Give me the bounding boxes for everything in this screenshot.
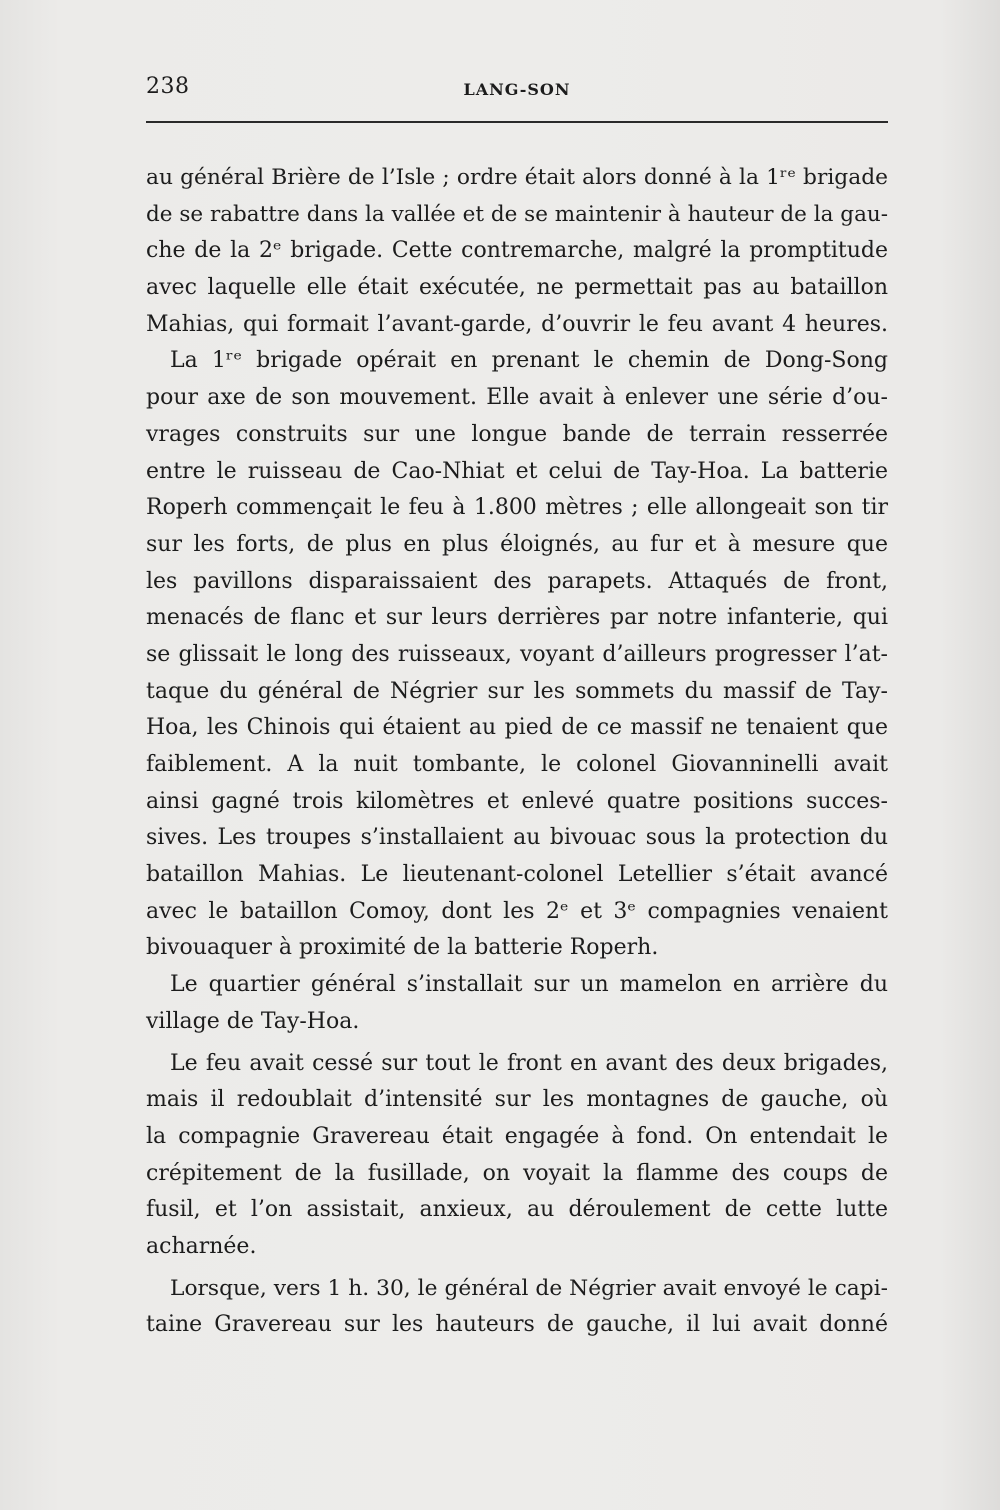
text-line: che de la 2ᵉ brigade. Cette contremarche, malgré la promptitude [146,238,888,264]
text-line: Roperh commençait le feu à 1.800 mètres ; elle allongeait son tir [146,495,888,521]
text-line: Hoa, les Chinois qui étaient au pied de ce massif ne tenaient que [146,715,888,741]
text-line: bivouaquer à proximité de la batterie Roperh. [146,935,659,961]
text-line: au général Brière de l’Isle ; ordre était alors donné à la 1ʳᵉ brigade [146,165,888,190]
paragraph [146,967,888,1040]
text-line: bataillon Mahias. Le lieutenant-colonel Letellier s’était avancé [146,862,888,888]
text-line: mais il redoublait d’intensité sur les montagnes de gauche, où [146,1087,888,1113]
paragraph [146,1046,888,1266]
text-line: menacés de flanc et sur leurs derrières par notre infanterie, qui [146,605,888,631]
paragraph [146,1271,888,1344]
body-text [146,160,888,1344]
text-line: acharnée. [146,1233,257,1259]
page-header [146,70,888,106]
text-line: la compagnie Gravereau était engagée à fond. On entendait le [146,1123,888,1149]
text-line: Le feu avait cessé sur tout le front en avant des deux brigades, [170,1050,888,1076]
text-line: pour axe de son mouvement. Elle avait à enlever une série d’ou- [146,385,888,411]
running-head: LANG-SON [463,80,571,99]
text-line: sives. Les troupes s’installaient au bivouac sous la protection du [146,825,888,851]
text-line: faiblement. A la nuit tombante, le colonel Giovanninelli avait [146,752,888,777]
text-line: sur les forts, de plus en plus éloignés, au fur et à mesure que [146,531,888,557]
text-line: Lorsque, vers 1 h. 30, le général de Négrier avait envoyé le capi- [170,1275,888,1301]
text-line: vrages construits sur une longue bande de terrain resserrée [146,421,888,447]
text-line: fusil, et l’on assistait, anxieux, au déroulement de cette lutte [146,1197,888,1223]
text-line: taque du général de Négrier sur les sommets du massif de Tay- [146,678,888,704]
text-line: taine Gravereau sur les hauteurs de gauche, il lui avait donné [146,1312,888,1338]
text-line: avec laquelle elle était exécutée, ne permettait pas au bataillon [146,275,888,301]
header-rule [146,121,888,123]
text-line: avec le bataillon Comoy, dont les 2ᵉ et 3ᵉ compagnies venaient [146,898,888,924]
text-line: crépitement de la fusillade, on voyait la flamme des coups de [146,1160,888,1186]
text-line: La 1ʳᵉ brigade opérait en prenant le chemin de Dong-Song [170,348,888,374]
text-line: village de Tay-Hoa. [146,1008,360,1034]
text-line: Mahias, qui formait l’avant-garde, d’ouvrir le feu avant 4 heures. [146,311,888,337]
paragraph [146,343,888,967]
paragraph [146,160,888,343]
text-line: se glissait le long des ruisseaux, voyant d’ailleurs progresser l’at- [146,641,888,667]
text-line: entre le ruisseau de Cao-Nhiat et celui de Tay-Hoa. La batterie [146,458,888,484]
page-number: 238 [146,74,190,99]
text-line: les pavillons disparaissaient des parapets. Attaqués de front, [146,568,888,594]
text-line: Le quartier général s’installait sur un mamelon en arrière du [170,972,888,998]
text-line: de se rabattre dans la vallée et de se maintenir à hauteur de la gau- [146,201,888,227]
text-line: ainsi gagné trois kilomètres et enlevé quatre positions succes- [146,788,888,814]
